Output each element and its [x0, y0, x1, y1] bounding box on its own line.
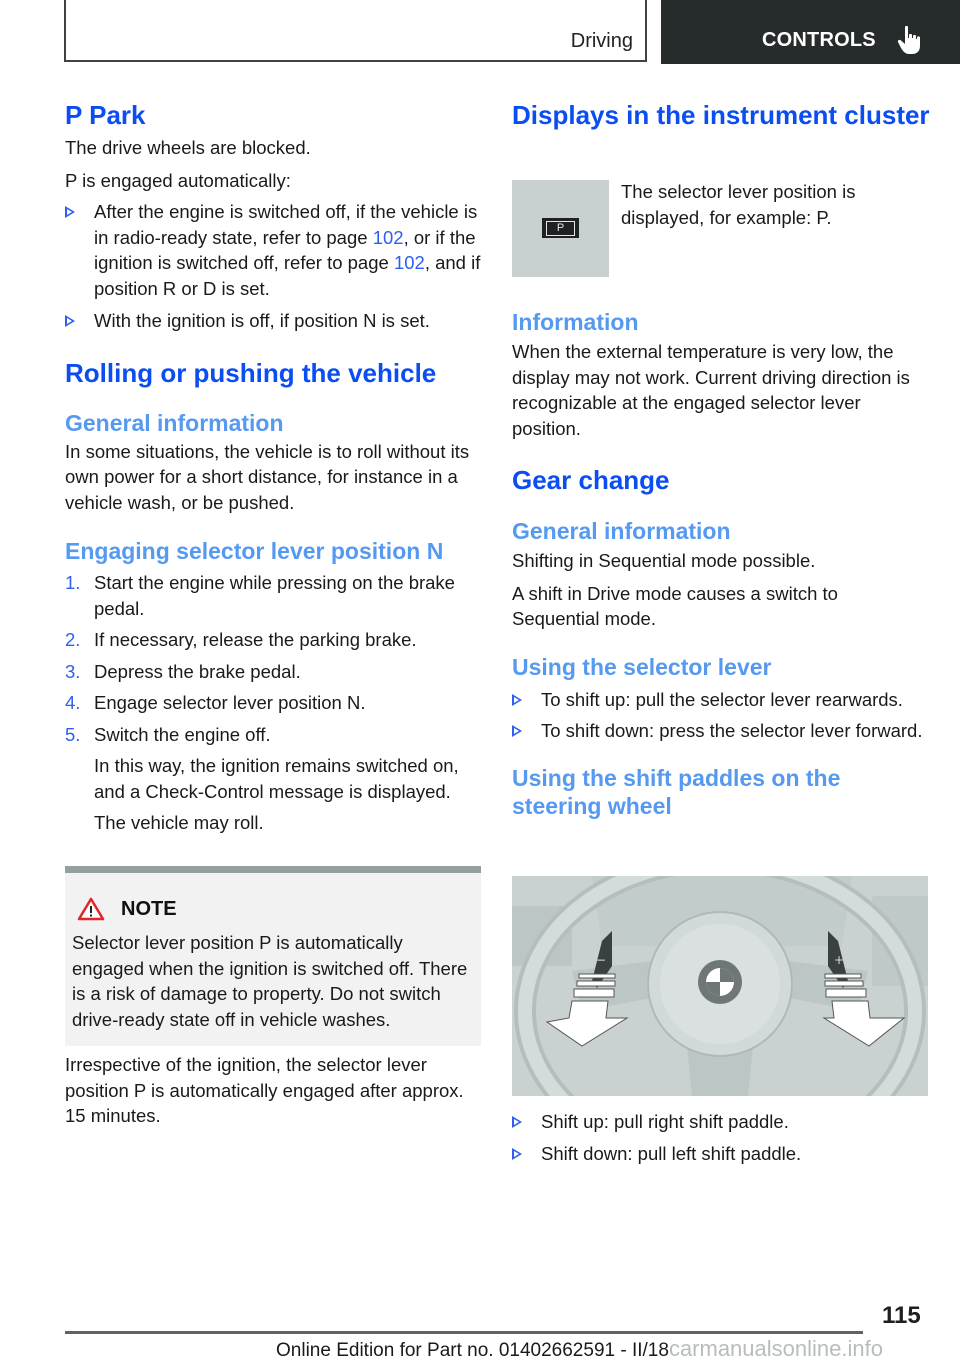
left-column: [65, 100, 483, 836]
header-section-tab: [64, 0, 647, 62]
heading-gear-change: Gear change: [512, 465, 670, 495]
right-column: [512, 100, 930, 819]
heading-shift-paddles: Using the shift paddles on the steering wheel: [512, 764, 841, 819]
heading-engaging-n: Engaging selector lever position N: [65, 538, 444, 564]
list-item: To shift down: press the selector lever forward.: [512, 718, 930, 744]
header-chapter-label: CONTROLS: [762, 29, 876, 51]
heading-gear-general-information: General information: [512, 518, 731, 544]
page-number: 115: [882, 1302, 921, 1329]
p-indicator: P: [542, 218, 579, 238]
svg-text:−: −: [596, 953, 607, 967]
step-item: 5. Switch the engine off. In this way, the ignition remains switched on, and a Check-Control message is displayed. The vehicle may roll.: [65, 722, 483, 836]
pointing-hand-icon: [897, 25, 923, 55]
selector-lever-bullets: [512, 687, 930, 744]
heading-p-park: P Park: [65, 100, 146, 130]
information-text: When the external temperature is very low, the display may not work. Current driving direction is recognizable at the engaged selector lever position.: [512, 341, 910, 439]
bullet-triangle-icon: [512, 1116, 522, 1128]
note-text: Selector lever position P is automatically engaged when the ignition is switched off. There is a risk of damage to property. Do not switch drive-ready state off in vehicle washes.: [72, 932, 468, 1030]
step-item: 3. Depress the brake pedal.: [65, 660, 301, 682]
gear-text-1: Shifting in Sequential mode possible.: [512, 550, 816, 571]
bullet-triangle-icon: [512, 1148, 522, 1160]
bullet-triangle-icon: [512, 694, 522, 706]
note-title: NOTE: [121, 897, 177, 920]
bullet-triangle-icon: [512, 725, 522, 737]
footer-edition: Online Edition for Part no. 01402662591 - II/18carmanualsonline.info: [276, 1336, 883, 1361]
park-text-2: P is engaged automatically:: [65, 169, 291, 191]
step-5-warning: The vehicle may roll.: [94, 812, 264, 833]
right-lower: [512, 308, 930, 820]
steering-wheel-illustration: [512, 876, 928, 1096]
heading-information: Information: [512, 309, 639, 335]
heading-general-information: General information: [65, 409, 284, 436]
park-bullets: [65, 199, 483, 334]
engaging-steps: [65, 570, 483, 836]
bullet-triangle-icon: [65, 206, 75, 218]
step-item: 1. Start the engine while pressing on the brake pedal.: [65, 572, 455, 619]
list-item: With the ignition is off, if position N is set.: [65, 308, 483, 334]
displays-text: The selector lever position is displayed, for example: P.: [621, 181, 856, 228]
rolling-general-text: In some situations, the vehicle is to roll without its own power for a short distance, for instance in a vehicle wash, or be pushed.: [65, 440, 470, 513]
list-item: Shift up: pull right shift paddle.: [512, 1109, 930, 1135]
steering-wheel-drawing: [512, 876, 928, 1096]
paddle-bullets: [512, 1109, 930, 1166]
step-5-detail: In this way, the ignition remains switched on, and a Check-Control message is displayed.: [94, 755, 459, 802]
warning-triangle-icon: [77, 897, 105, 921]
heading-rolling: Rolling or pushing the vehicle: [65, 357, 437, 388]
heading-selector-lever: Using the selector lever: [512, 653, 772, 680]
list-item: After the engine is switched off, if the vehicle is in radio-ready state, refer to page 102, or if the ignition is switched off, refer to page 102, and if position R or D is set.: [65, 199, 483, 301]
step-item: 2. If necessary, release the parking brake.: [65, 629, 417, 650]
svg-text:+: +: [834, 953, 845, 967]
selector-position-display-image: [512, 180, 609, 277]
note-box: [65, 866, 481, 1046]
footer-divider: [65, 1331, 863, 1334]
page-link-102[interactable]: 102: [393, 252, 425, 273]
page-link-102[interactable]: 102: [372, 226, 404, 248]
park-text-1: The drive wheels are blocked.: [65, 137, 311, 158]
gear-text-2: A shift in Drive mode causes a switch to Sequential mode.: [512, 582, 838, 629]
header-chapter-tab: [661, 0, 960, 64]
step-item: 4. Engage selector lever position N.: [65, 692, 366, 713]
list-item: To shift up: pull the selector lever rearwards.: [512, 687, 930, 713]
header-section-label: Driving: [570, 30, 633, 52]
heading-displays: Displays in the instrument cluster: [512, 100, 930, 130]
bullet-triangle-icon: [65, 315, 75, 327]
auto-park-text: Irrespective of the ignition, the selector lever position P is automatically engaged after approx. 15 minutes.: [65, 1054, 464, 1126]
watermark: carmanualsonline.info: [668, 1336, 883, 1361]
list-item: Shift down: pull left shift paddle.: [512, 1141, 930, 1167]
